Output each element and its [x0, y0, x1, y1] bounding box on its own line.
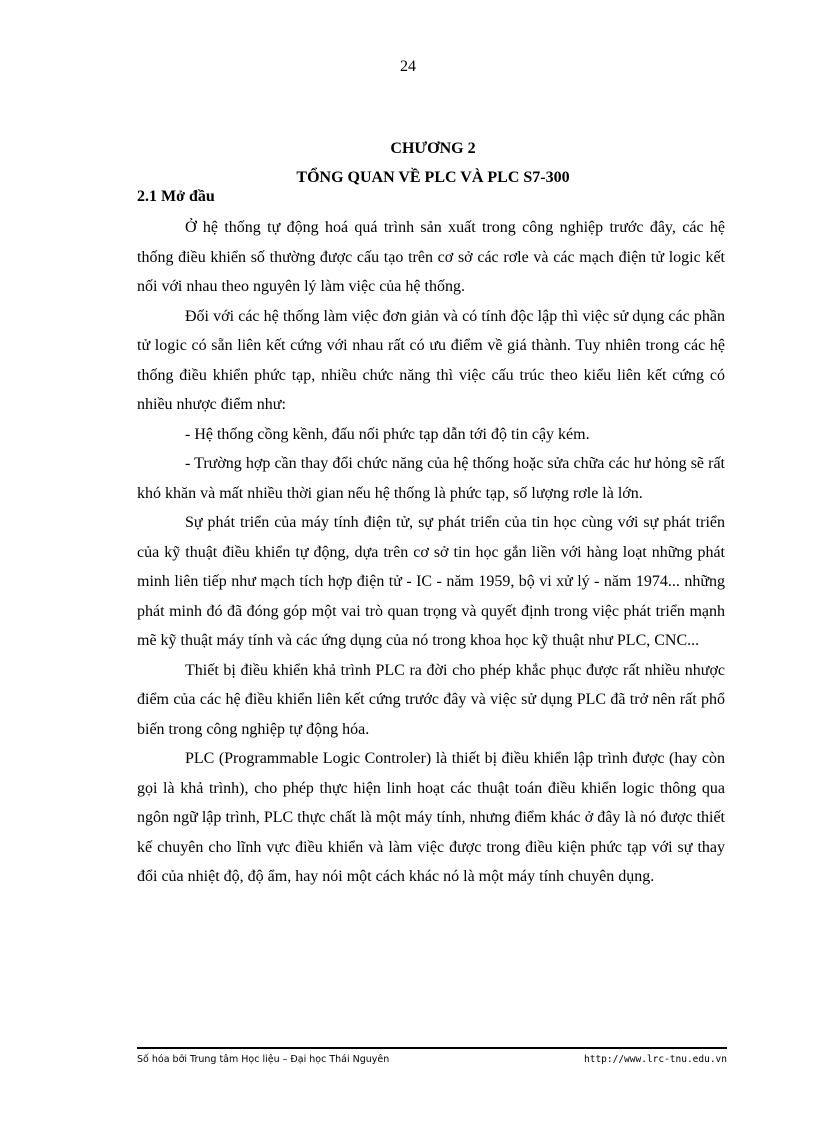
paragraph: Thiết bị điều khiển khả trình PLC ra đời cho phép khắc phục được rất nhiều nhược điểm của các hệ điều khiển liên kết cứng trước đây và việc sử dụng PLC đã trở nên rất phổ biến trong công nghiệp tự động hóa. — [137, 661, 725, 738]
chapter-title-block — [140, 134, 726, 192]
chapter-title: TỔNG QUAN VỀ PLC VÀ PLC S7-300 — [296, 169, 570, 186]
footer — [137, 1054, 727, 1065]
page-number: 24 — [400, 58, 416, 75]
list-item: - Hệ thống cồng kềnh, đấu nối phức tạp dẫn tới độ tin cậy kém. — [185, 425, 590, 443]
list-item: - Trường hợp cần thay đổi chức năng của hệ thống hoặc sửa chữa các hư hỏng sẽ rất khó khăn và mất nhiều thời gian nếu hệ thống là phức tạp, số lượng rơle là lớn. — [137, 455, 725, 502]
body-text — [137, 213, 725, 892]
paragraph: Sự phát triển của máy tính điện tử, sự phát triển của tin học cùng với sự phát triển của kỹ thuật điều khiển tự động, dựa trên cơ sở tin học gắn liền với hàng loạt những phát minh liên tiếp như mạch tích hợp điện tử - IC - năm 1959, bộ vi xử lý - năm 1974... những phát minh đó đã đóng góp một vai trò quan trọng và quyết định trong việc phát triển mạnh mẽ kỹ thuật máy tính và các ứng dụng của nó trong khoa học kỹ thuật như PLC, CNC... — [137, 514, 725, 649]
paragraph: PLC (Programmable Logic Controler) là thiết bị điều khiển lập trình được (hay còn gọi là khả trình), cho phép thực hiện linh hoạt các thuật toán điều khiển logic thông qua ngôn ngữ lập trình, PLC thực chất là một máy tính, nhưng điểm khác ở đây là nó được thiết kế chuyên cho lĩnh vực điều khiển và làm việc được trong điều kiện phức tạp với sự thay đổi của nhiệt độ, độ ẩm, hay nói một cách khác nó là một máy tính chuyên dụng. — [137, 750, 725, 885]
footer-credit: Số hóa bởi Trung tâm Học liệu – Đại học Thái Nguyên — [137, 1054, 390, 1065]
footer-url-link[interactable]: http://www.lrc-tnu.edu.vn — [584, 1054, 727, 1065]
paragraph: Ở hệ thống tự động hoá quá trình sản xuất trong công nghiệp trước đây, các hệ thống điều khiển số thường được cấu tạo trên cơ sở các rơle và các mạch điện tử logic kết nối với nhau theo nguyên lý làm việc của hệ thống. — [137, 219, 725, 295]
paragraph: Đối với các hệ thống làm việc đơn giản và có tính độc lập thì việc sử dụng các phần tử logic có sẵn liên kết cứng với nhau rất có ưu điểm về giá thành. Tuy nhiên trong các hệ thống điều khiển phức tạp, nhiều chức năng thì việc cấu trúc theo kiểu liên kết cứng có nhiều nhược điểm như: — [137, 307, 725, 413]
chapter-label: CHƯƠNG 2 — [390, 140, 476, 157]
section-heading: 2.1 Mở đầu — [137, 188, 215, 205]
footer-divider — [137, 1047, 727, 1049]
